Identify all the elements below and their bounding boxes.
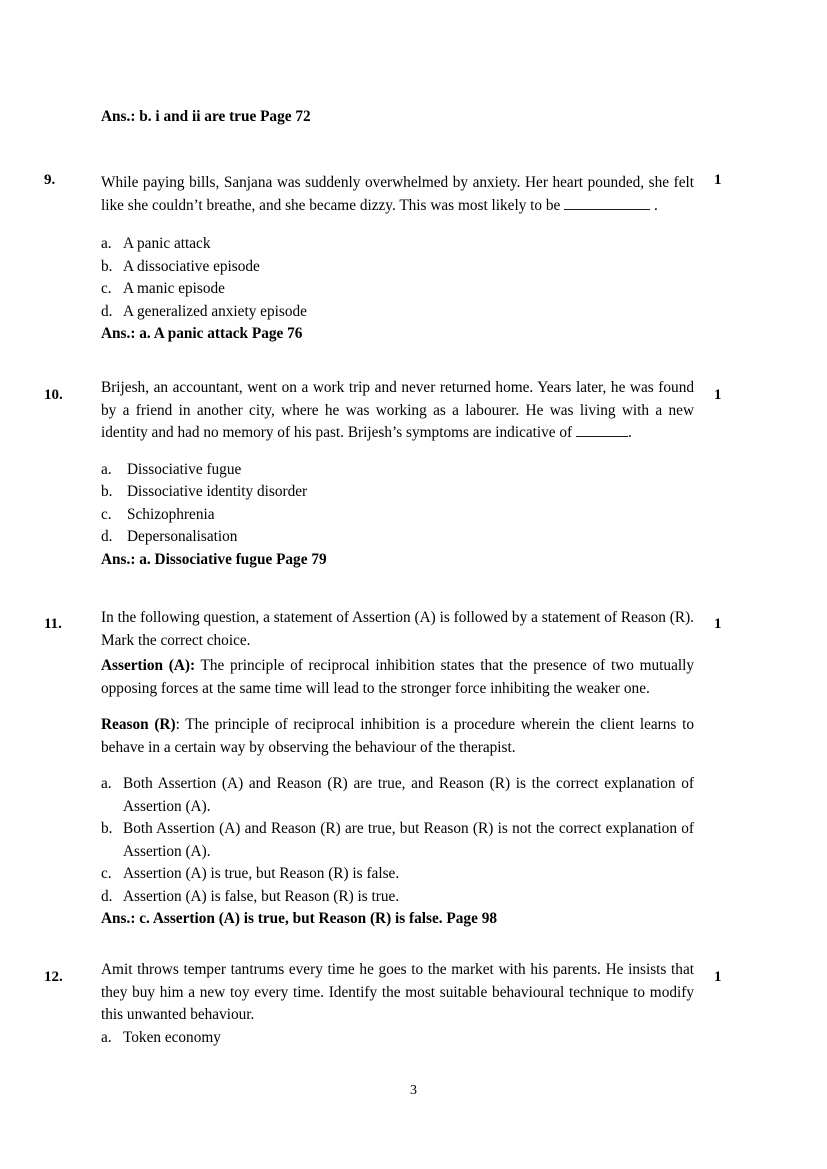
option-label-9b: b. <box>101 257 113 275</box>
option-text-11c: Assertion (A) is true, but Reason (R) is false. <box>123 865 400 882</box>
reason-text-11: : The principle of reciprocal inhibition is a procedure wherein the client learns to behave in a certain way by observing the behaviour of the therapist. <box>101 716 694 756</box>
reason-label-11: Reason (R) <box>101 716 176 733</box>
option-label-10b: b. <box>101 483 113 500</box>
option-item-10b[interactable] <box>101 481 694 504</box>
option-item-11d[interactable] <box>101 886 694 909</box>
option-item-10c[interactable] <box>101 504 694 527</box>
options-list-11 <box>101 773 694 908</box>
question-number-11: 11. <box>44 616 62 632</box>
question-stem-tail-9: . <box>654 196 658 214</box>
option-text-10d: Depersonalisation <box>127 528 238 545</box>
answer-line-9: Ans.: a. A panic attack Page 76 <box>101 325 303 342</box>
option-text-9b: A dissociative episode <box>123 257 260 275</box>
option-label-11d: d. <box>101 887 113 905</box>
options-list-9 <box>101 233 694 323</box>
option-text-10a: Dissociative fugue <box>127 460 242 478</box>
question-stem-12: Amit throws temper tantrums every time he goes to the market with his parents. He insists that they buy him a new toy every time. Identify the most suitable behavioural technique to modify this unwanted behaviour. <box>101 961 694 1023</box>
question-block-11 <box>101 607 694 931</box>
option-item-9a[interactable] <box>101 233 694 256</box>
option-text-9d: A generalized anxiety episode <box>123 302 307 320</box>
option-label-10d: d. <box>101 528 113 545</box>
page-number: 3 <box>410 1083 417 1098</box>
question-stem-text-10: Brijesh, an accountant, went on a work trip and never returned home. Years later, he was found by a friend in another city, where he was working as a labourer. He was living with a new identity and had no memory of his past. Brijesh’s symptoms are indicative of <box>101 379 694 441</box>
option-item-9c[interactable] <box>101 278 694 301</box>
option-text-12a: Token economy <box>123 1028 221 1046</box>
answer-blank-9 <box>564 198 650 210</box>
question-stem-tail-10: . <box>627 424 632 441</box>
answer-blank-10 <box>576 425 628 437</box>
assertion-statement-11 <box>101 655 694 700</box>
question-number-10: 10. <box>44 387 63 403</box>
option-label-10a: a. <box>101 460 112 478</box>
question-stem-10 <box>101 377 694 445</box>
question-stem-9 <box>101 172 694 217</box>
options-list-10 <box>101 459 694 549</box>
option-item-12a[interactable] <box>101 1027 694 1050</box>
answer-line-11: Ans.: c. Assertion (A) is true, but Reason (R) is false. Page 98 <box>101 910 497 927</box>
option-item-10a[interactable] <box>101 459 694 482</box>
question-number-9: 9. <box>44 172 56 188</box>
option-text-11b: Both Assertion (A) and Reason (R) are true, but Reason (R) is not the correct explanation of Assertion (A). <box>123 820 694 860</box>
option-item-9d[interactable] <box>101 301 694 324</box>
option-label-9a: a. <box>101 235 112 252</box>
option-text-11a: Both Assertion (A) and Reason (R) are true, and Reason (R) is the correct explanation of Assertion (A). <box>123 775 694 815</box>
question-marks-11: 1 <box>714 616 722 632</box>
reason-statement-11 <box>101 714 694 759</box>
question-marks-10: 1 <box>714 387 722 403</box>
option-label-11b: b. <box>101 820 113 837</box>
option-text-10b: Dissociative identity disorder <box>127 483 308 500</box>
option-text-9a: A panic attack <box>123 235 211 252</box>
assertion-label-11: Assertion (A): <box>101 657 196 674</box>
options-list-12 <box>101 1027 694 1050</box>
option-item-11a[interactable] <box>101 773 694 818</box>
question-block-9 <box>101 172 694 346</box>
option-label-9d: d. <box>101 302 113 320</box>
question-marks-9: 1 <box>714 172 722 188</box>
option-item-11c[interactable] <box>101 863 694 886</box>
question-block-10 <box>101 377 694 571</box>
question-block-12 <box>101 959 694 1049</box>
answer-line: Ans.: b. i and ii are true Page 72 <box>101 108 311 125</box>
option-label-11a: a. <box>101 775 112 792</box>
assertion-text-11: The principle of reciprocal inhibition states that the presence of two mutually opposing forces at the same time will lead to the stronger force inhibiting the weaker one. <box>101 657 695 697</box>
option-item-10d[interactable] <box>101 526 694 549</box>
option-label-10c: c. <box>101 505 112 523</box>
question-stem-text-9: While paying bills, Sanjana was suddenly overwhelmed by anxiety. Her heart pounded, she felt like she couldn’t breathe, and she became dizzy. This was most likely to be <box>101 174 694 214</box>
previous-question-answer <box>101 106 694 129</box>
option-label-11c: c. <box>101 865 112 882</box>
option-text-10c: Schizophrenia <box>127 505 215 523</box>
option-label-12a: a. <box>101 1028 112 1046</box>
question-marks-12: 1 <box>714 969 722 985</box>
question-number-12: 12. <box>44 969 63 985</box>
option-item-11b[interactable] <box>101 818 694 863</box>
option-item-9b[interactable] <box>101 256 694 279</box>
answer-line-10: Ans.: a. Dissociative fugue Page 79 <box>101 550 327 568</box>
question-intro-11: In the following question, a statement of Assertion (A) is followed by a statement of Reason (R). Mark the correct choice. <box>101 609 694 649</box>
option-label-9c: c. <box>101 280 112 297</box>
option-text-11d: Assertion (A) is false, but Reason (R) is true. <box>123 887 400 905</box>
option-text-9c: A manic episode <box>123 280 225 297</box>
